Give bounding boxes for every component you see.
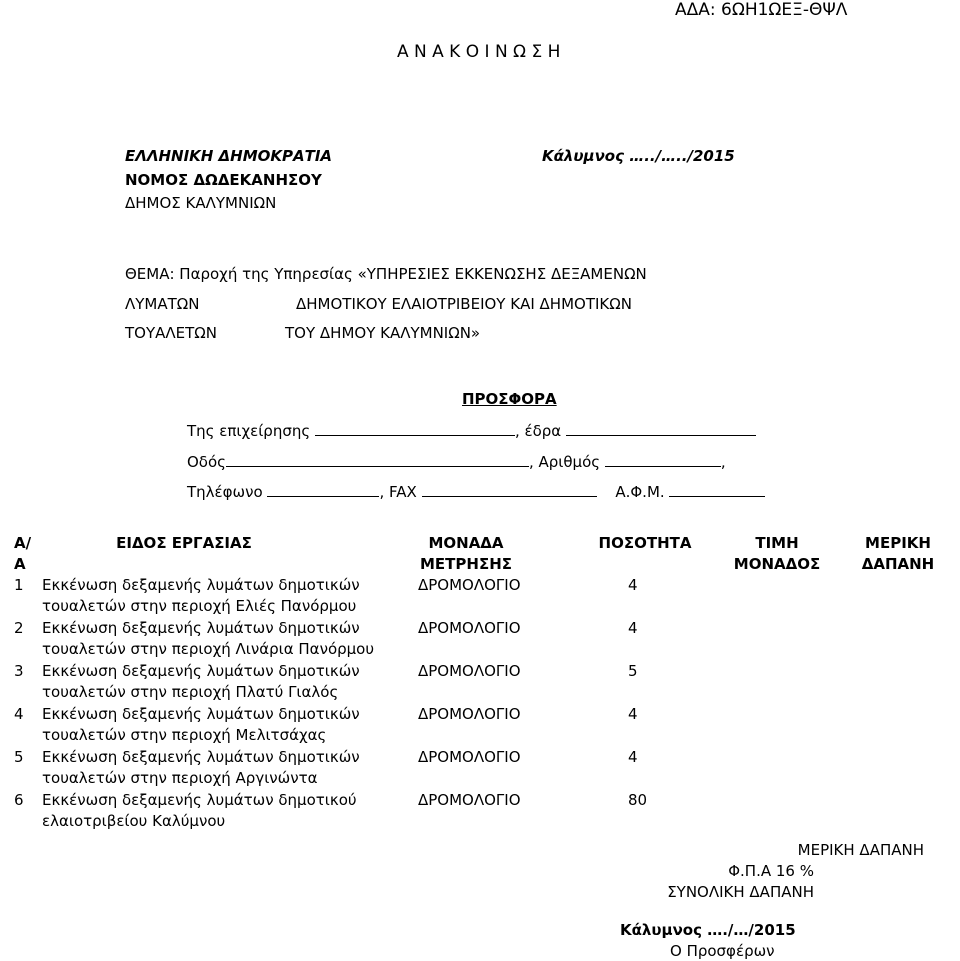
phone-field[interactable] (267, 482, 379, 497)
row-description-line2: τουαλετών στην περιοχή Μελιτσάχας (42, 726, 327, 744)
row-description (42, 704, 386, 747)
row-num: 1 (14, 576, 24, 594)
totals-subtotal-label: ΜΕΡΙΚΗ ΔΑΠΑΝΗ (797, 841, 924, 859)
row-description-line2: τουαλετών στην περιοχή Ελιές Πανόρμου (42, 597, 357, 615)
document-date: Κάλυμνος …../…../2015 (542, 147, 735, 165)
form-line-address (187, 452, 726, 472)
subject-line-2a: ΛΥΜΑΤΩΝ (125, 295, 200, 313)
row-quantity: 4 (628, 619, 638, 637)
row-description-line2: τουαλετών στην περιοχή Αργινώντα (42, 769, 318, 787)
company-label: Της επιχείρησης (187, 422, 311, 440)
row-description (42, 575, 386, 618)
totals-total-row (0, 882, 960, 903)
row-unit: ΔΡΟΜΟΛΟΓΙΟ (418, 662, 521, 680)
row-unit: ΔΡΟΜΟΛΟΓΙΟ (418, 748, 521, 766)
row-quantity: 4 (628, 748, 638, 766)
row-description (42, 747, 386, 790)
row-description (42, 661, 386, 704)
row-description-line1: Εκκένωση δεξαμενής λυμάτων δημοτικών (42, 662, 360, 680)
row-description-line2: τουαλετών στην περιοχή Πλατύ Γιαλός (42, 683, 339, 701)
row-unit: ΔΡΟΜΟΛΟΓΙΟ (418, 619, 521, 637)
ada-code: ΑΔΑ: 6ΩΗ1ΩΕΞ-ΘΨΛ (675, 0, 848, 20)
municipality-heading: ΔΗΜΟΣ ΚΑΛΥΜΝΙΩΝ (125, 194, 277, 212)
row-unit: ΔΡΟΜΟΛΟΓΙΟ (418, 791, 521, 809)
street-field[interactable] (226, 452, 529, 467)
subject-line-2b: ΔΗΜΟΤΙΚΟΥ ΕΛΑΙΟΤΡΙΒΕΙΟΥ ΚΑΙ ΔΗΜΟΤΙΚΩΝ (296, 295, 632, 313)
row-subtotal[interactable] (836, 575, 960, 618)
prefecture-heading: ΝΟΜΟΣ ΔΩΔΕΚΑΝΗΣΟΥ (125, 171, 322, 189)
fax-label: , FAX (379, 483, 417, 501)
row-subtotal[interactable] (836, 747, 960, 790)
row-unit-price[interactable] (704, 618, 836, 661)
row-description-line2: ελαιοτριβείου Καλύμνου (42, 812, 226, 830)
street-label: Οδός (187, 453, 226, 471)
row-quantity: 80 (628, 791, 648, 809)
table-row (0, 790, 960, 833)
comma-label: , (720, 453, 726, 471)
row-unit-price[interactable] (704, 747, 836, 790)
afm-field[interactable] (669, 482, 765, 497)
header-quantity: ΠΟΣΟΤΗΤΑ (598, 534, 692, 552)
subject-line-3a: ΤΟΥΑΛΕΤΩΝ (125, 324, 217, 342)
row-num: 4 (14, 705, 24, 723)
totals-vat-row (0, 861, 960, 882)
footer-signatory: Ο Προσφέρων (670, 942, 775, 960)
row-subtotal[interactable] (836, 790, 960, 833)
afm-label: Α.Φ.Μ. (615, 483, 665, 501)
row-subtotal[interactable] (836, 618, 960, 661)
header-num: Α/Α (14, 534, 32, 573)
announcement-title: Α Ν Α Κ Ο Ι Ν Ω Σ Η (397, 42, 561, 62)
row-num: 5 (14, 748, 24, 766)
offer-title: ΠΡΟΣΦΟΡΑ (462, 390, 557, 408)
table-row (0, 747, 960, 790)
phone-label: Τηλέφωνο (187, 483, 263, 501)
totals-subtotal-row (0, 833, 960, 861)
row-description-line1: Εκκένωση δεξαμενής λυμάτων δημοτικών (42, 576, 360, 594)
seat-label: , έδρα (514, 422, 562, 440)
totals-total-label: ΣΥΝΟΛΙΚΗ ΔΑΠΑΝΗ (667, 883, 814, 901)
footer-date: Κάλυμνος …./…/2015 (620, 921, 796, 939)
header-description: ΕΙΔΟΣ ΕΡΓΑΣΙΑΣ (116, 534, 252, 552)
republic-heading: ΕΛΛΗΝΙΚΗ ΔΗΜΟΚΡΑΤΙΑ (125, 147, 333, 165)
number-label: , Αριθμός (528, 453, 601, 471)
row-quantity: 5 (628, 662, 638, 680)
row-description-line1: Εκκένωση δεξαμενής λυμάτων δημοτικών (42, 748, 360, 766)
row-quantity: 4 (628, 705, 638, 723)
row-num: 3 (14, 662, 24, 680)
row-unit-price[interactable] (704, 790, 836, 833)
row-subtotal[interactable] (836, 661, 960, 704)
header-unit: ΜΟΝΑΔΑ ΜΕΤΡΗΣΗΣ (420, 534, 512, 573)
totals-vat-label: Φ.Π.Α 16 % (728, 862, 814, 880)
table-row (0, 661, 960, 704)
form-line-contact (187, 482, 765, 502)
row-quantity: 4 (628, 576, 638, 594)
row-unit: ΔΡΟΜΟΛΟΓΙΟ (418, 576, 521, 594)
company-name-field[interactable] (315, 421, 515, 436)
subject-line-1: ΘΕΜΑ: Παροχή της Υπηρεσίας «ΥΠΗΡΕΣΙΕΣ ΕΚΚΕΝΩΣΗΣ ΔΕΞΑΜΕΝΩΝ (125, 265, 647, 283)
row-description-line1: Εκκένωση δεξαμενής λυμάτων δημοτικών (42, 619, 360, 637)
row-num: 6 (14, 791, 24, 809)
row-unit: ΔΡΟΜΟΛΟΓΙΟ (418, 705, 521, 723)
row-description-line2: τουαλετών στην περιοχή Λινάρια Πανόρμου (42, 640, 375, 658)
number-field[interactable] (605, 452, 721, 467)
subject-line-3b: ΤΟΥ ΔΗΜΟΥ ΚΑΛΥΜΝΙΩΝ» (285, 324, 481, 342)
row-subtotal[interactable] (836, 704, 960, 747)
table-header-row (0, 533, 960, 575)
table-row (0, 575, 960, 618)
offer-table (0, 533, 960, 903)
fax-field[interactable] (422, 482, 597, 497)
header-unit-price: ΤΙΜΗ ΜΟΝΑΔΟΣ (733, 534, 821, 573)
row-description (42, 618, 386, 661)
row-description-line1: Εκκένωση δεξαμενής λυμάτων δημοτικών (42, 705, 360, 723)
row-description-line1: Εκκένωση δεξαμενής λυμάτων δημοτικού (42, 791, 357, 809)
row-description (42, 790, 386, 833)
row-unit-price[interactable] (704, 704, 836, 747)
table-row (0, 704, 960, 747)
row-unit-price[interactable] (704, 575, 836, 618)
table-row (0, 618, 960, 661)
row-num: 2 (14, 619, 24, 637)
form-line-company (187, 421, 756, 441)
header-subtotal: ΜΕΡΙΚΗ ΔΑΠΑΝΗ (861, 534, 935, 573)
seat-field[interactable] (566, 421, 756, 436)
row-unit-price[interactable] (704, 661, 836, 704)
